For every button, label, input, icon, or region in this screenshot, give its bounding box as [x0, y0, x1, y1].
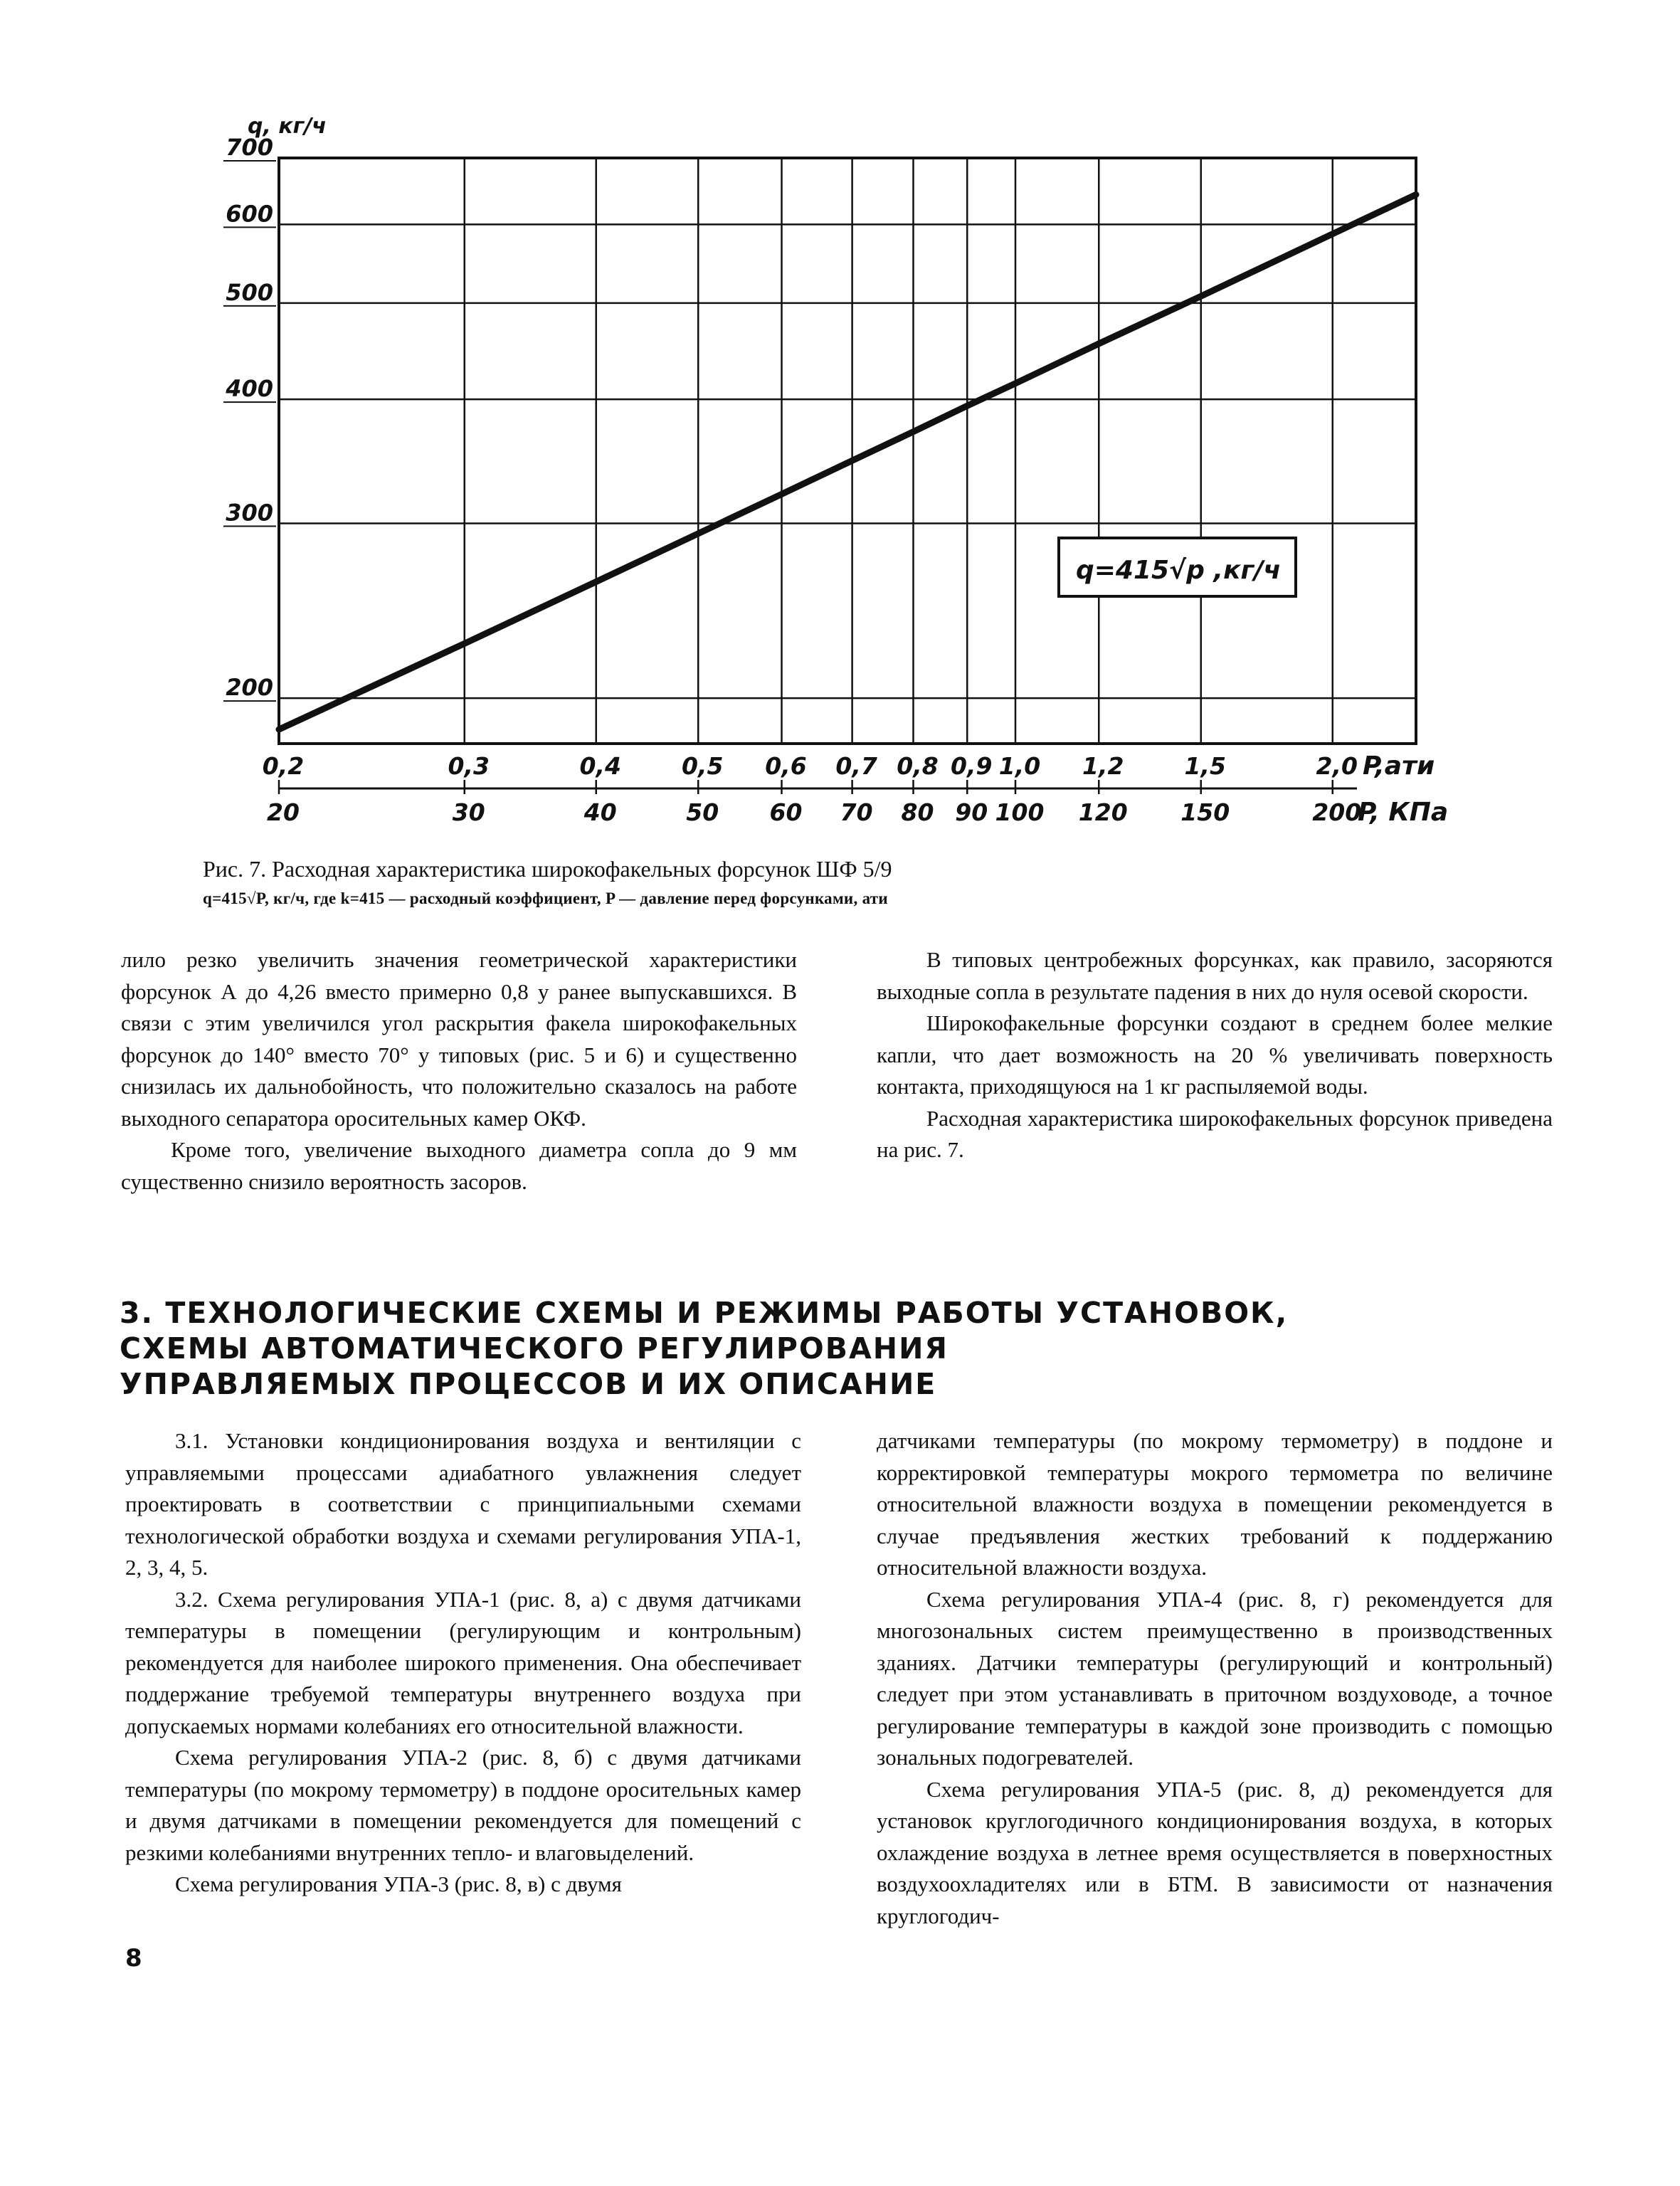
x-tick-label-ati: 0,8	[897, 752, 939, 780]
chart-grid	[279, 158, 1416, 744]
paragraph: Схема регулирования УПА-3 (рис. 8, в) с двумя	[175, 1871, 622, 1896]
paragraph: 3.1. Установки кондиционирования воздуха и вентиляции с управляемыми процессами адиабатного увлажнения следует проектировать в соответствии с принципиальными схемами технологической обработки воздуха и схемами регулирования УПА-1, 2, 3, 4, 5.	[125, 1428, 801, 1580]
x-tick-label-ati: 0,5	[682, 752, 724, 780]
x-tick-label-ati: 1,0	[998, 752, 1041, 780]
figure-caption: Рис. 7. Расходная характеристика широкофакельных форсунок ШФ 5/9	[203, 856, 892, 882]
paragraph: Расходная характеристика широкофакельных форсунок приведена на рис. 7.	[877, 1105, 1553, 1162]
x-tick-label-kpa: 80	[901, 798, 934, 825]
y-tick-label: 600	[226, 200, 273, 228]
y-tick-label: 700	[226, 134, 273, 161]
paragraph: Схема регулирования УПА-5 (рис. 8, д) рекомендуется для установок круглогодичного кондиционирования воздуха, в которых охлаждение воздуха в летнее время осуществляется в поверхностных воздухоохладителях или в БТМ. В зависимости от назначения круглогодич-	[877, 1776, 1553, 1928]
x-tick-label-kpa: 30	[452, 798, 485, 825]
x-tick-label-ati: 0,6	[765, 752, 807, 780]
x-tick-label-ati: 0,9	[951, 752, 993, 780]
chart-series	[279, 195, 1416, 730]
x-tick-label-kpa: 200	[1312, 798, 1362, 825]
x-tick-label-kpa: 90	[955, 798, 988, 825]
x-tick-label-kpa: 150	[1180, 798, 1230, 825]
x-axis-ati-label: P,ати	[1363, 751, 1435, 781]
top-right-column	[877, 944, 1553, 1166]
paragraph: Кроме того, увеличение выходного диаметра сопла до 9 мм существенно снизило вероятность засоров.	[121, 1137, 797, 1194]
y-axis-label: q, кг/ч	[248, 114, 327, 139]
x-tick-label-kpa: 70	[840, 798, 873, 825]
x-tick-label-kpa: 120	[1078, 798, 1128, 825]
heading-line: УПРАВЛЯЕМЫХ ПРОЦЕССОВ И ИХ ОПИСАНИЕ	[120, 1367, 937, 1401]
heading-line: СХЕМЫ АВТОМАТИЧЕСКОГО РЕГУЛИРОВАНИЯ	[120, 1331, 949, 1366]
x-tick-label-ati: 1,2	[1082, 752, 1124, 780]
paragraph: Схема регулирования УПА-4 (рис. 8, г) рекомендуется для многозональных систем преимущественно в производственных зданиях. Датчики температуры (регулирующий и контрольный) следует при этом устанавливать в приточном воздуховоде, а точное регулирование температуры в каждой зоне производить с помощью зональных подогревателей.	[877, 1586, 1553, 1770]
formula-label: q=415√p ,кг/ч	[1076, 556, 1282, 585]
y-tick-label: 400	[226, 375, 273, 403]
x-tick-label-kpa: 20	[267, 798, 300, 825]
x-tick-label-ati: 1,5	[1184, 752, 1226, 780]
x-tick-label-ati: 0,3	[448, 752, 490, 780]
bottom-left-column	[125, 1425, 801, 1901]
x-axis-kpa-label: P, КПа	[1358, 798, 1449, 825]
y-tick-label: 200	[226, 674, 273, 702]
x-tick-label-kpa: 40	[583, 798, 617, 825]
x-tick-label-kpa: 100	[995, 798, 1045, 825]
x-tick-label-ati: 0,7	[835, 752, 877, 780]
paragraph: датчиками температуры (по мокрому термометру) в поддоне и корректировкой температуры мокрого термометра по величине относительной влажности воздуха в помещении рекомендуется в случае предъявления жестких требований к поддержанию относительной влажности воздуха.	[877, 1428, 1553, 1580]
bottom-right-column	[877, 1425, 1553, 1932]
paragraph: лило резко увеличить значения геометрической характеристики форсунок А до 4,26 вместо примерно 0,8 у ранее выпускавшихся. В связи с этим увеличился угол раскрытия факела широкофакельных форсунок до 140° вместо 70° у типовых (рис. 5 и 6) и существенно снизилась их дальнобойность, что положительно сказалось на работе выходного сепаратора оросительных камер ОКФ.	[121, 947, 797, 1131]
y-axis-ticks	[223, 134, 276, 701]
series-line	[279, 195, 1416, 730]
y-tick-label: 500	[226, 278, 273, 306]
section-heading	[120, 1295, 1578, 1402]
paragraph: Схема регулирования УПА-2 (рис. 8, б) с двумя датчиками температуры (по мокрому термометру) в поддоне оросительных камер и двумя датчиками в помещении рекомендуется для помещений с резкими колебаниями внутренних тепло- и влаговыделений.	[125, 1745, 801, 1865]
top-left-column	[121, 944, 797, 1198]
x-tick-label-ati: 0,2	[262, 752, 305, 780]
heading-line: 3. ТЕХНОЛОГИЧЕСКИЕ СХЕМЫ И РЕЖИМЫ РАБОТЫ УСТАНОВОК,	[120, 1296, 1289, 1330]
paragraph: В типовых центробежных форсунках, как правило, засоряются выходные сопла в результате падения в них до нуля осевой скорости.	[877, 947, 1553, 1004]
y-tick-label: 300	[226, 499, 273, 527]
paragraph: Широкофакельные форсунки создают в среднем более мелкие капли, что дает возможность на 20 % увеличивать поверхность контакта, приходящуюся на 1 кг распыляемой воды.	[877, 1010, 1553, 1099]
x-axis-kpa-ticks	[267, 798, 1361, 825]
figure-formula: q=415√P, кг/ч, где k=415 — расходный коэффициент, P — давление перед форсунками, ати	[203, 889, 888, 907]
paragraph: 3.2. Схема регулирования УПА-1 (рис. 8, а) с двумя датчиками температуры в помещении (регулирующим и контрольным) рекомендуется для наиболее широкого применения. Она обеспечивает поддержание требуемой температуры внутреннего воздуха при допускаемых нормами колебаниях его относительной влажности.	[125, 1586, 801, 1738]
x-tick-label-ati: 0,4	[579, 752, 621, 780]
x-tick-label-ati: 2,0	[1316, 752, 1358, 780]
flow-characteristic-chart	[0, 0, 1680, 825]
x-tick-label-kpa: 50	[686, 798, 719, 825]
page-number: 8	[125, 1944, 142, 1973]
x-tick-label-kpa: 60	[769, 798, 803, 825]
chart-frame	[279, 158, 1416, 744]
